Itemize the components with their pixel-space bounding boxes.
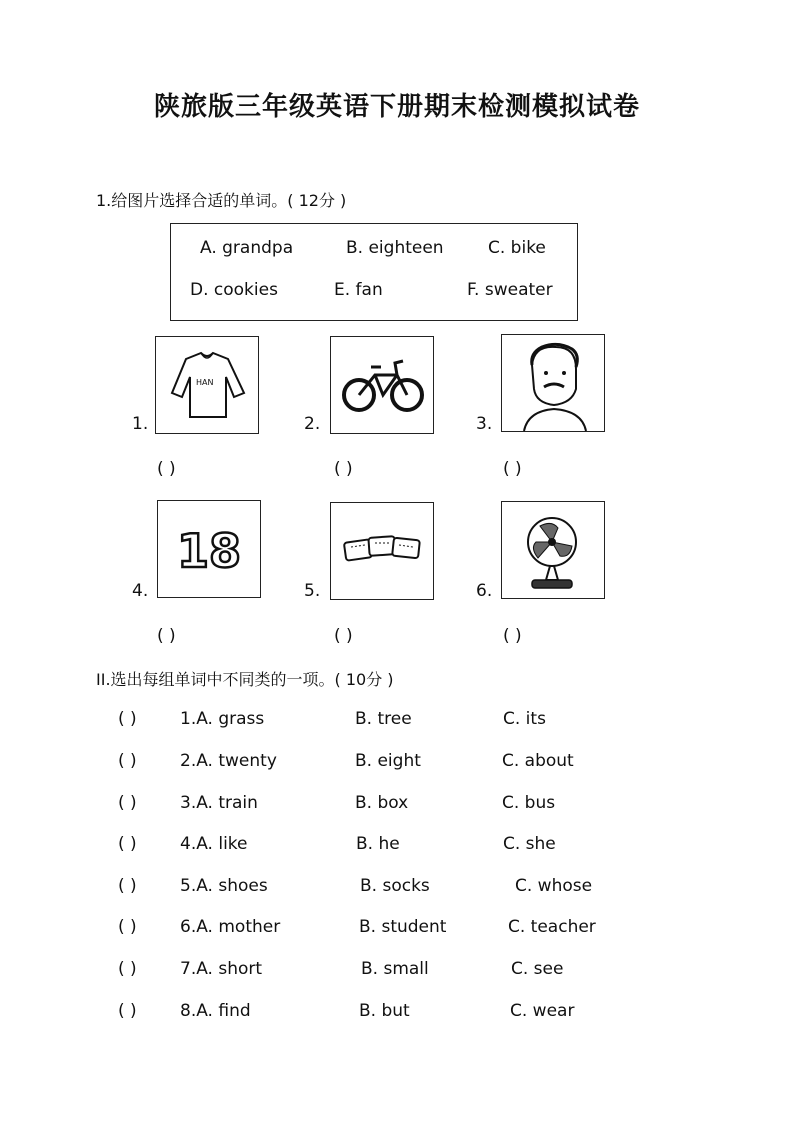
question-row-8-blank[interactable]: ( ) (118, 1001, 137, 1021)
question-row-2-option-b: B. eight (355, 751, 421, 771)
question-row-6-option-a: 6.A. mother (180, 917, 281, 937)
question-row-7-blank[interactable]: ( ) (118, 959, 137, 979)
question-row-6-blank[interactable]: ( ) (118, 917, 137, 937)
picture-number-5: 5. (304, 581, 321, 601)
question-row-1-option-c: C. its (503, 709, 546, 729)
picture-frame-1 (155, 336, 259, 434)
question-row-5-blank[interactable]: ( ) (118, 876, 137, 896)
question-row-5-option-c: C. whose (515, 876, 593, 896)
picture-frame-4 (157, 500, 261, 598)
question-row-2-blank[interactable]: ( ) (118, 751, 137, 771)
question-row-4-option-b: B. he (356, 834, 400, 854)
answer-blank-3[interactable]: ( ) (503, 459, 522, 479)
answer-blank-4[interactable]: ( ) (157, 626, 176, 646)
word-option-a: A. grandpa (200, 238, 294, 258)
word-option-e: E. fan (334, 280, 383, 300)
picture-frame-5 (330, 502, 434, 600)
question-row-3-option-a: 3.A. train (180, 793, 258, 813)
word-option-d: D. cookies (190, 280, 278, 300)
question-row-4-option-c: C. she (503, 834, 556, 854)
word-option-f: F. sweater (467, 280, 553, 300)
bike-icon (331, 337, 433, 433)
question-row-1-option-a: 1.A. grass (180, 709, 265, 729)
question-row-7-option-a: 7.A. short (180, 959, 263, 979)
question-row-4-blank[interactable]: ( ) (118, 834, 137, 854)
picture-number-6: 6. (476, 581, 493, 601)
question-row-2-option-a: 2.A. twenty (180, 751, 277, 771)
fan-icon (502, 502, 604, 598)
picture-number-1: 1. (132, 414, 149, 434)
number-18-text: 18 (176, 524, 242, 578)
question-row-6-option-b: B. student (359, 917, 447, 937)
question-row-4-option-a: 4.A. like (180, 834, 248, 854)
picture-number-3: 3. (476, 414, 493, 434)
answer-blank-2[interactable]: ( ) (334, 459, 353, 479)
question-row-5-option-a: 5.A. shoes (180, 876, 268, 896)
picture-number-4: 4. (132, 581, 149, 601)
question-row-8-option-c: C. wear (510, 1001, 575, 1021)
svg-text:HAN: HAN (196, 378, 214, 387)
question-row-5-option-b: B. socks (360, 876, 430, 896)
word-option-c: C. bike (488, 238, 546, 258)
question-row-7-option-b: B. small (361, 959, 429, 979)
section-1-heading: 1.给图片选择合适的单词。( 12分 ) (96, 191, 347, 210)
question-row-3-blank[interactable]: ( ) (118, 793, 137, 813)
question-row-1-option-b: B. tree (355, 709, 412, 729)
answer-blank-1[interactable]: ( ) (157, 459, 176, 479)
question-row-8-option-b: B. but (359, 1001, 410, 1021)
section-2-heading: II.选出每组单词中不同类的一项。( 10分 ) (96, 670, 394, 689)
question-row-3-option-c: C. bus (502, 793, 556, 813)
picture-number-2: 2. (304, 414, 321, 434)
cookies-icon (331, 503, 433, 599)
picture-frame-6 (501, 501, 605, 599)
picture-frame-2 (330, 336, 434, 434)
number-18-icon (158, 501, 260, 597)
sweater-icon (156, 337, 258, 433)
question-row-8-option-a: 8.A. find (180, 1001, 251, 1021)
word-option-b: B. eighteen (346, 238, 444, 258)
question-row-7-option-c: C. see (511, 959, 564, 979)
page-title: 陕旅版三年级英语下册期末检测模拟试卷 (153, 92, 640, 122)
grandpa-icon (502, 335, 604, 431)
question-row-3-option-b: B. box (355, 793, 409, 813)
picture-frame-3 (501, 334, 605, 432)
question-row-6-option-c: C. teacher (508, 917, 596, 937)
question-row-1-blank[interactable]: ( ) (118, 709, 137, 729)
question-row-2-option-c: C. about (502, 751, 574, 771)
answer-blank-6[interactable]: ( ) (503, 626, 522, 646)
answer-blank-5[interactable]: ( ) (334, 626, 353, 646)
